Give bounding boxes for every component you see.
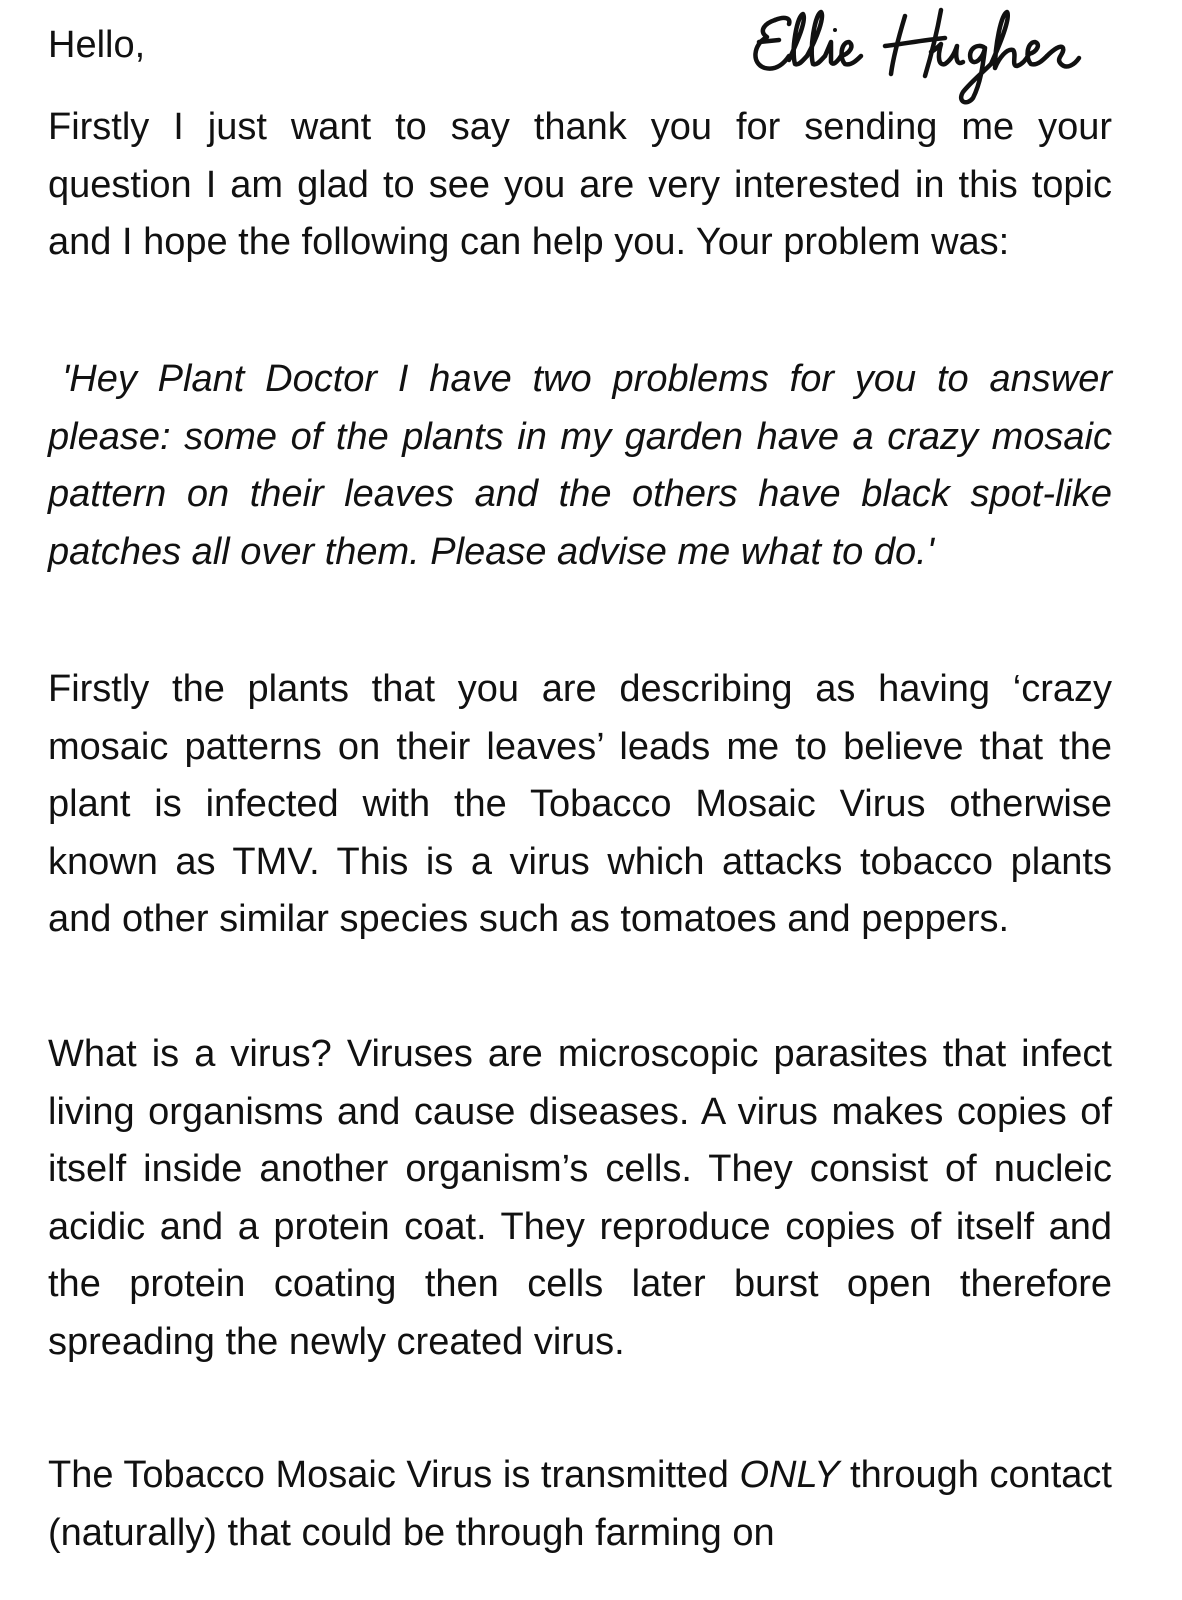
- tmv-diagnosis-paragraph: Firstly the plants that you are describing as having ‘crazy mosaic patterns on their leaves’ leads me to believe that the plant is infected with the Tobacco Mosaic Virus otherwise known as TMV. This is a virus which attacks tobacco plants and other similar species such as tomatoes and peppers.: [48, 668, 1112, 940]
- virus-explanation-paragraph: What is a virus? Viruses are microscopic parasites that infect living organisms and cause diseases. A virus makes copies of itself inside another organism’s cells. They consist of nucleic acidic and a protein coat. They reproduce copies of itself and the protein coating then cells later burst open therefore spreading the newly created virus.: [48, 1033, 1112, 1363]
- quoted-problem-text: 'Hey Plant Doctor I have two problems for you to answer please: some of the plants in my garden have a crazy mosaic pattern on their leaves and the others have black spot-like patches all over them. Please advise me what to do.': [48, 358, 1112, 573]
- transmission-paragraph: [48, 1447, 1112, 1562]
- signature: [745, 2, 1125, 112]
- intro-paragraph: Firstly I just want to say thank you for sending me your question I am glad to see you are very interested in this topic and I hope the following can help you. Your problem was:: [48, 106, 1112, 263]
- quoted-problem: [48, 351, 1112, 581]
- transmission-text-after: through contact (naturally) that could be through farming on: [48, 1454, 1112, 1554]
- greeting: Hello,: [48, 24, 146, 66]
- signature-script: [745, 2, 1125, 112]
- transmission-text-before: The Tobacco Mosaic Virus is transmitted: [48, 1454, 740, 1496]
- transmission-emphasis: ONLY: [739, 1454, 840, 1496]
